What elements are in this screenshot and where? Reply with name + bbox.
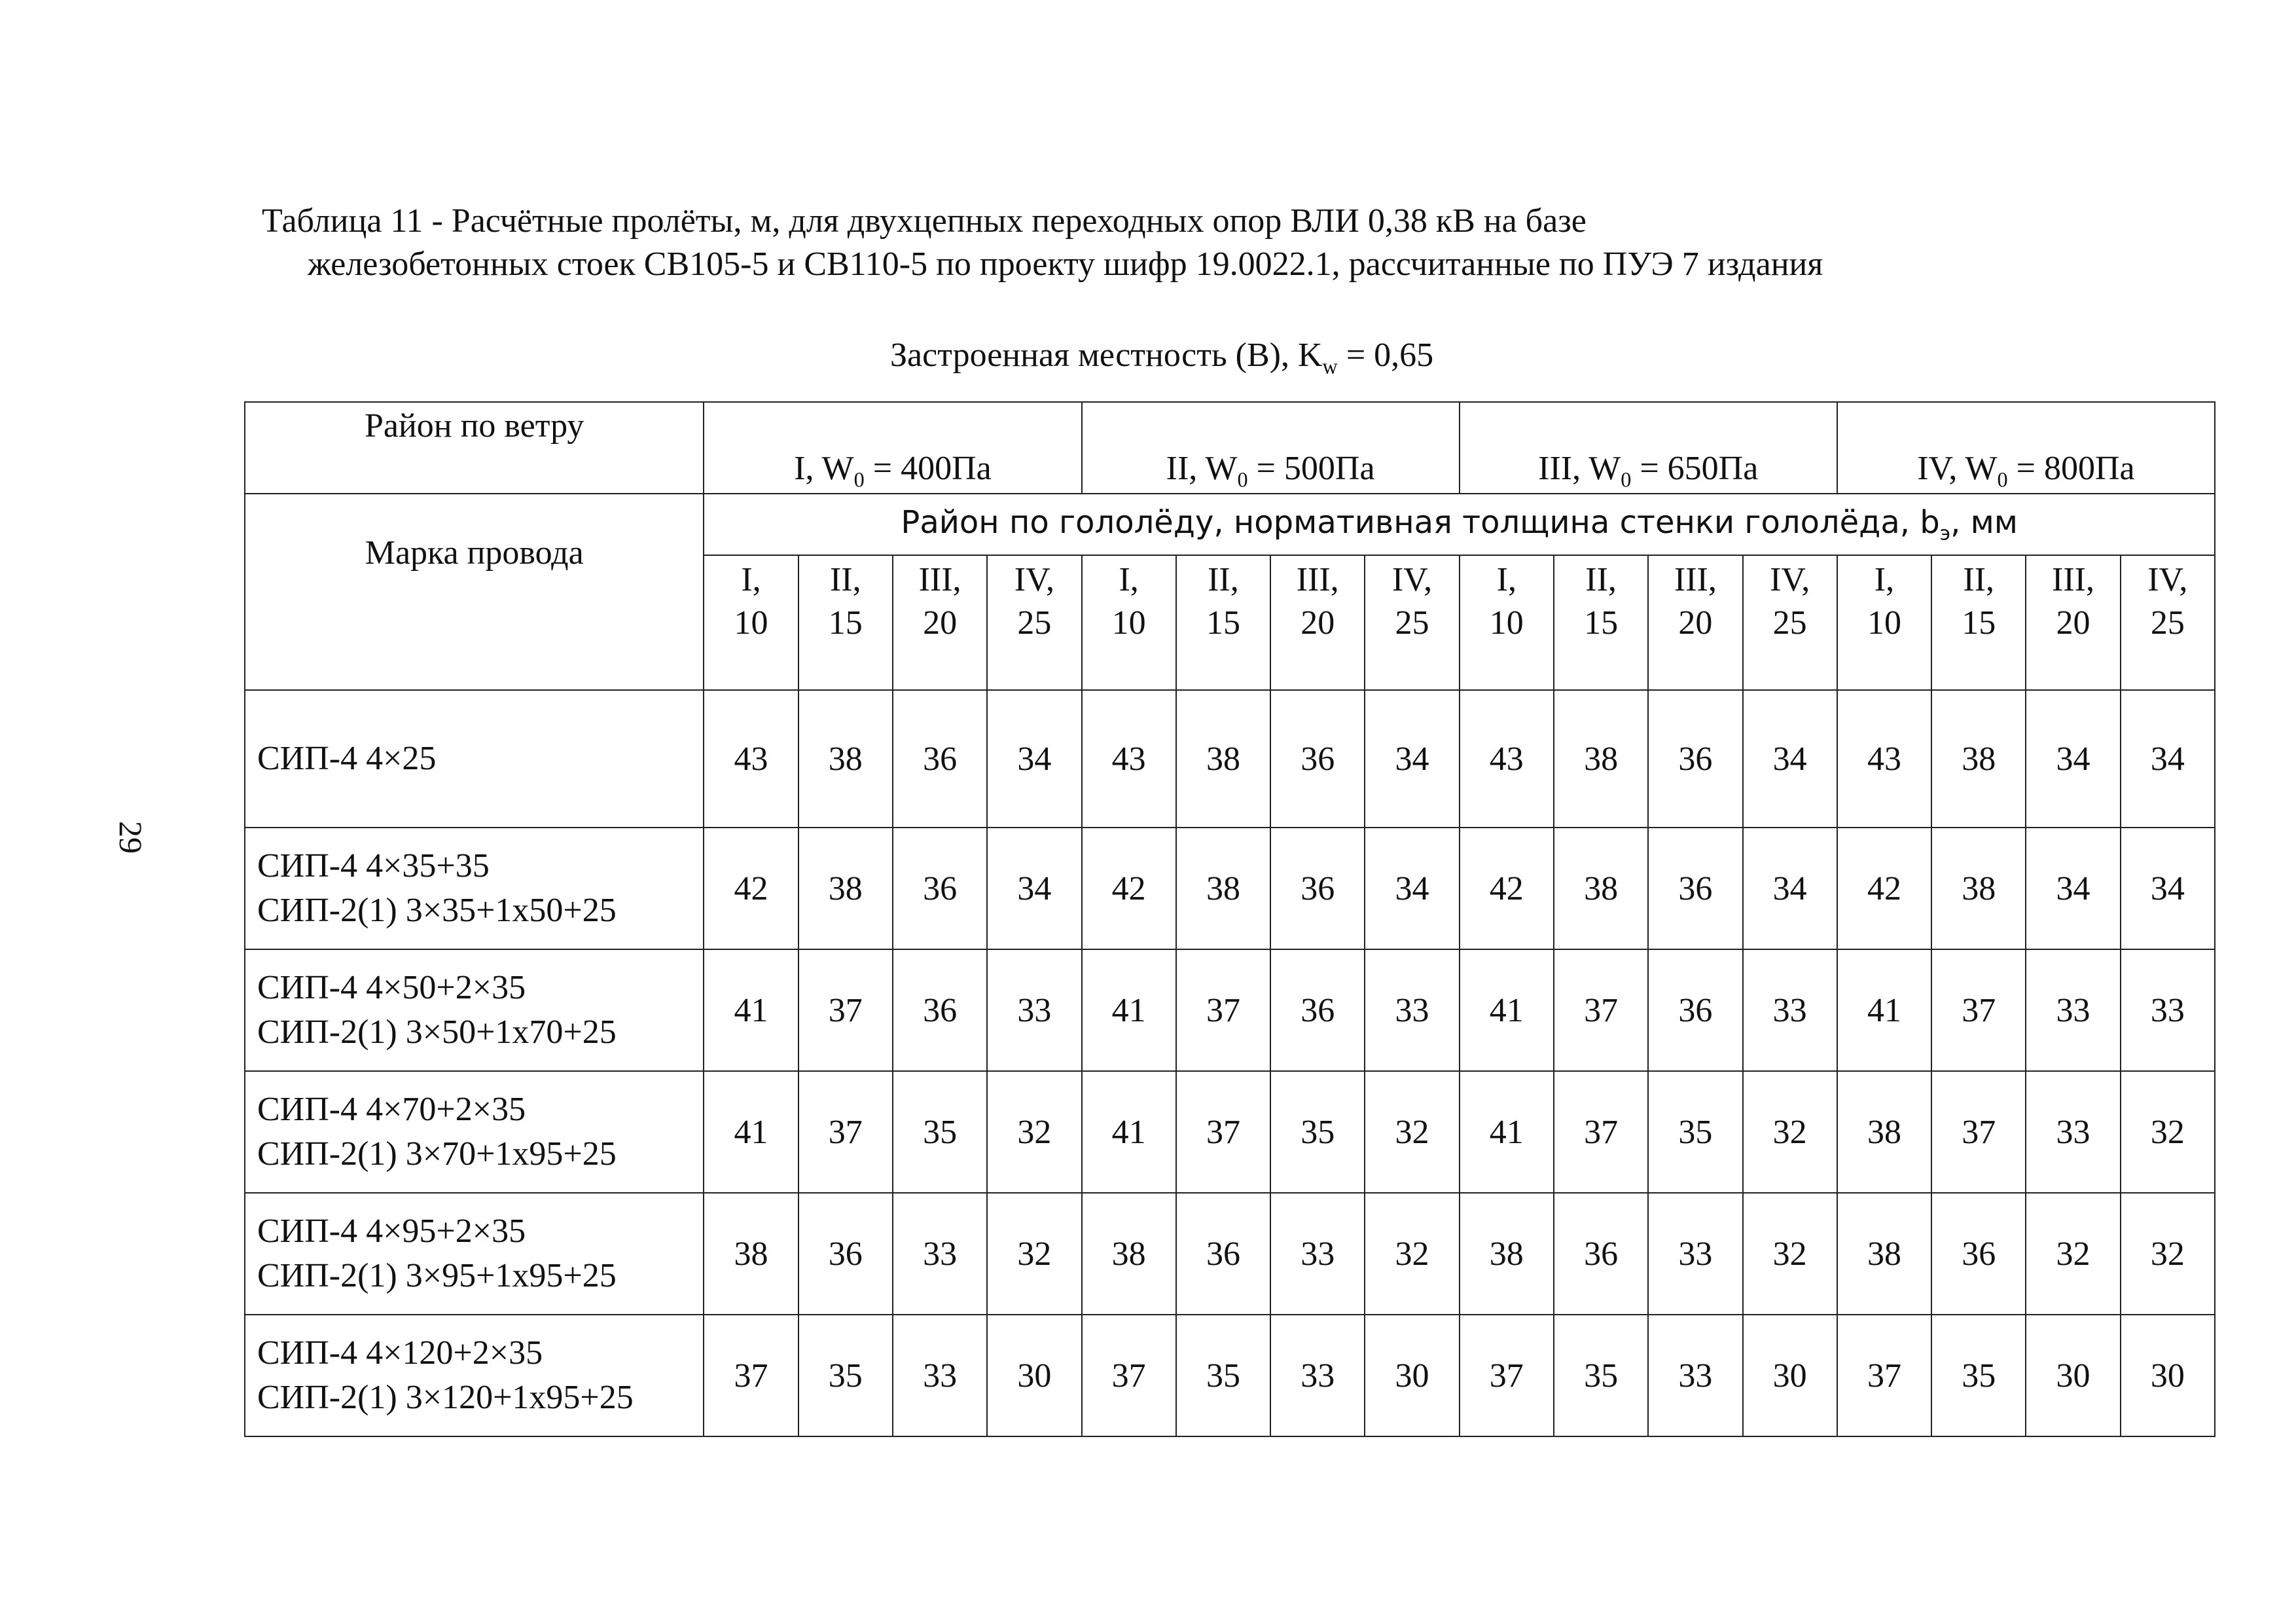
span-value-cell: 35 [1176, 1315, 1270, 1436]
wind-region-i: I, $W_0 = 400Па$ [704, 402, 1081, 494]
span-value-cell: 34 [2121, 690, 2215, 828]
wire-brand-cell [245, 1071, 704, 1193]
span-value-cell: 41 [1082, 949, 1176, 1071]
ice-thickness: 15 [1206, 604, 1240, 642]
table-row [245, 949, 2215, 1071]
span-value-cell: 37 [798, 949, 893, 1071]
ice-subheader-i-2 [798, 555, 893, 690]
table-row [245, 1315, 2215, 1436]
table-row [245, 1193, 2215, 1315]
span-value-cell: 38 [704, 1193, 798, 1315]
span-table [244, 401, 2215, 1437]
span-value-cell: 34 [2026, 690, 2120, 828]
span-value-cell: 33 [893, 1315, 987, 1436]
wire-brand: СИП-4 4×95+2×35 [257, 1213, 526, 1250]
span-value-cell: 36 [1554, 1193, 1648, 1315]
span-value-cell: 33 [893, 1193, 987, 1315]
ice-thickness: 20 [1300, 604, 1335, 642]
ice-subheader-i-4 [987, 555, 1081, 690]
span-value-cell: 32 [987, 1193, 1081, 1315]
wind-region-ii: II, $W_0 = 500Па$ [1082, 402, 1460, 494]
ice-thickness: 10 [1489, 604, 1524, 642]
span-value-cell: 43 [1837, 690, 1931, 828]
span-value-cell: 41 [704, 949, 798, 1071]
table-row [245, 1071, 2215, 1193]
ice-subheader-iii-1 [1460, 555, 1554, 690]
span-value-cell: 42 [704, 828, 798, 949]
span-value-cell: 38 [1554, 690, 1648, 828]
span-value-cell: 36 [1648, 949, 1742, 1071]
wire-brand-label: Марка провода [245, 494, 704, 690]
ice-region-numeral: II, [1208, 561, 1239, 598]
ice-subheader-iii-2 [1554, 555, 1648, 690]
ice-thickness: 25 [1017, 604, 1052, 642]
span-value-cell: 33 [1743, 949, 1837, 1071]
ice-region-numeral: I, [1874, 561, 1895, 598]
span-value-cell: 38 [798, 828, 893, 949]
span-value-cell: 30 [2026, 1315, 2120, 1436]
span-value-cell: 38 [1176, 690, 1270, 828]
span-value-cell: 37 [1554, 1071, 1648, 1193]
wind-region-iii: III, $W_0 = 650Па$ [1460, 402, 1837, 494]
wind-region-label: Район по ветру [245, 402, 704, 494]
span-value-cell: 33 [1648, 1315, 1742, 1436]
wire-brand-cell [245, 1193, 704, 1315]
span-value-cell: 38 [798, 690, 893, 828]
ice-subheader-ii-1 [1082, 555, 1176, 690]
span-value-cell: 32 [1743, 1071, 1837, 1193]
ice-thickness: 25 [1772, 604, 1807, 642]
span-value-cell: 30 [1365, 1315, 1459, 1436]
table-row [245, 828, 2215, 949]
span-value-cell: 35 [893, 1071, 987, 1193]
span-value-cell: 34 [1743, 690, 1837, 828]
span-value-cell: 34 [1365, 690, 1459, 828]
table-caption [262, 200, 2094, 286]
span-value-cell: 35 [1270, 1071, 1365, 1193]
span-value-cell: 34 [987, 690, 1081, 828]
table-row [245, 690, 2215, 828]
ice-thickness: 20 [2056, 604, 2090, 642]
wire-brand: СИП-4 4×50+2×35 [257, 969, 526, 1006]
span-value-cell: 37 [1176, 949, 1270, 1071]
wind-region-iv: IV, $W_0 = 800Па$ [1837, 402, 2215, 494]
span-value-cell: 32 [1365, 1193, 1459, 1315]
span-value-cell: 33 [2121, 949, 2215, 1071]
wire-brand: СИП-2(1) 3×35+1х50+25 [257, 892, 617, 929]
wire-brand-cell [245, 1315, 704, 1436]
ice-region-numeral: III, [1674, 561, 1717, 598]
ice-region-numeral: III, [2052, 561, 2094, 598]
span-value-cell: 36 [1270, 828, 1365, 949]
span-value-cell: 37 [1931, 949, 2026, 1071]
span-value-cell: 33 [2026, 949, 2120, 1071]
span-value-cell: 33 [1270, 1315, 1365, 1436]
span-value-cell: 43 [1082, 690, 1176, 828]
span-value-cell: 36 [893, 690, 987, 828]
ice-region-numeral: I, [1119, 561, 1139, 598]
ice-region-label: Район по гололёду, нормативная толщина стенки гололёда, $b_э$, мм [704, 494, 2215, 555]
ice-region-numeral: II, [829, 561, 861, 598]
page-number: 29 [113, 821, 149, 854]
span-value-cell: 33 [1270, 1193, 1365, 1315]
span-value-cell: 36 [798, 1193, 893, 1315]
ice-thickness: 25 [2150, 604, 2185, 642]
ice-region-numeral: I, [1496, 561, 1516, 598]
ice-region-numeral: IV, [1770, 561, 1810, 598]
span-value-cell: 32 [987, 1071, 1081, 1193]
ice-thickness: 15 [828, 604, 863, 642]
span-value-cell: 37 [798, 1071, 893, 1193]
ice-subheader-iii-4 [1743, 555, 1837, 690]
wire-brand-cell [245, 949, 704, 1071]
ice-subheader-ii-4 [1365, 555, 1459, 690]
span-value-cell: 42 [1837, 828, 1931, 949]
ice-subheader-iv-1 [1837, 555, 1931, 690]
span-value-cell: 34 [2121, 828, 2215, 949]
span-value-cell: 32 [1743, 1193, 1837, 1315]
span-value-cell: 41 [1837, 949, 1931, 1071]
ice-thickness: 15 [1962, 604, 1996, 642]
terrain-subtitle: Застроенная местность (В), $K_w = 0,65$ [890, 337, 1434, 378]
span-value-cell: 37 [1837, 1315, 1931, 1436]
span-value-cell: 38 [1460, 1193, 1554, 1315]
ice-subheader-ii-2 [1176, 555, 1270, 690]
span-value-cell: 36 [893, 828, 987, 949]
span-value-cell: 37 [1176, 1071, 1270, 1193]
ice-thickness: 10 [734, 604, 768, 642]
ice-subheader-iv-3 [2026, 555, 2120, 690]
span-value-cell: 30 [2121, 1315, 2215, 1436]
wind-header-row [245, 402, 2215, 494]
span-value-cell: 37 [1082, 1315, 1176, 1436]
ice-subheader-i-1 [704, 555, 798, 690]
caption-line-1: Таблица 11 - Расчётные пролёты, м, для двухцепных переходных опор ВЛИ 0,38 кВ на базе [262, 202, 1587, 240]
span-value-cell: 38 [1176, 828, 1270, 949]
ice-region-numeral: II, [1585, 561, 1617, 598]
span-value-cell: 38 [1837, 1193, 1931, 1315]
span-value-cell: 36 [1176, 1193, 1270, 1315]
span-value-cell: 35 [1554, 1315, 1648, 1436]
span-value-cell: 35 [1648, 1071, 1742, 1193]
span-value-cell: 30 [1743, 1315, 1837, 1436]
wire-brand: СИП-4 4×70+2×35 [257, 1091, 526, 1128]
wire-brand-cell [245, 690, 704, 828]
span-value-cell: 35 [1931, 1315, 2026, 1436]
ice-header-row [245, 494, 2215, 555]
wire-brand: СИП-4 4×120+2×35 [257, 1334, 543, 1372]
span-value-cell: 41 [1082, 1071, 1176, 1193]
span-value-cell: 42 [1460, 828, 1554, 949]
ice-region-numeral: III, [918, 561, 961, 598]
span-value-cell: 36 [1648, 828, 1742, 949]
ice-region-numeral: IV, [2147, 561, 2188, 598]
span-value-cell: 36 [893, 949, 987, 1071]
span-value-cell: 36 [1648, 690, 1742, 828]
ice-thickness: 15 [1584, 604, 1619, 642]
ice-region-numeral: IV, [1014, 561, 1054, 598]
span-value-cell: 43 [1460, 690, 1554, 828]
wire-brand: СИП-4 4×35+35 [257, 847, 490, 884]
ice-region-numeral: IV, [1391, 561, 1433, 598]
span-value-cell: 43 [704, 690, 798, 828]
ice-subheader-iii-3 [1648, 555, 1742, 690]
wire-brand: СИП-2(1) 3×95+1х95+25 [257, 1257, 617, 1294]
span-value-cell: 32 [2121, 1071, 2215, 1193]
span-value-cell: 34 [2026, 828, 2120, 949]
span-value-cell: 41 [704, 1071, 798, 1193]
span-value-cell: 37 [1460, 1315, 1554, 1436]
span-value-cell: 38 [1931, 828, 2026, 949]
span-value-cell: 33 [1648, 1193, 1742, 1315]
span-value-cell: 38 [1554, 828, 1648, 949]
caption-line-2: железобетонных стоек СВ105-5 и СВ110-5 по проекту шифр 19.0022.1, рассчитанные по ПУЭ 7 издания [308, 246, 1823, 283]
span-value-cell: 32 [2026, 1193, 2120, 1315]
span-value-cell: 33 [1365, 949, 1459, 1071]
ice-thickness: 20 [1678, 604, 1713, 642]
wire-brand: СИП-4 4×25 [257, 740, 437, 777]
ice-thickness: 10 [1111, 604, 1146, 642]
wire-brand: СИП-2(1) 3×70+1х95+25 [257, 1135, 617, 1173]
ice-region-numeral: III, [1296, 561, 1339, 598]
span-value-cell: 36 [1270, 949, 1365, 1071]
span-value-cell: 37 [1554, 949, 1648, 1071]
wire-brand: СИП-2(1) 3×50+1х70+25 [257, 1013, 617, 1051]
span-value-cell: 35 [798, 1315, 893, 1436]
ice-thickness: 20 [923, 604, 958, 642]
wire-brand-cell [245, 828, 704, 949]
span-value-cell: 36 [1931, 1193, 2026, 1315]
span-value-cell: 41 [1460, 1071, 1554, 1193]
span-value-cell: 41 [1460, 949, 1554, 1071]
span-value-cell: 38 [1082, 1193, 1176, 1315]
ice-subheader-iv-2 [1931, 555, 2026, 690]
span-value-cell: 37 [1931, 1071, 2026, 1193]
span-value-cell: 34 [987, 828, 1081, 949]
ice-thickness: 25 [1395, 604, 1429, 642]
span-value-cell: 36 [1270, 690, 1365, 828]
ice-subheader-iv-4 [2121, 555, 2215, 690]
span-value-cell: 42 [1082, 828, 1176, 949]
span-value-cell: 30 [987, 1315, 1081, 1436]
span-value-cell: 34 [1743, 828, 1837, 949]
span-value-cell: 38 [1931, 690, 2026, 828]
ice-thickness: 10 [1867, 604, 1901, 642]
span-value-cell: 34 [1365, 828, 1459, 949]
ice-region-numeral: II, [1963, 561, 1995, 598]
span-value-cell: 33 [987, 949, 1081, 1071]
ice-region-numeral: I, [741, 561, 761, 598]
span-value-cell: 38 [1837, 1071, 1931, 1193]
ice-subheader-ii-3 [1270, 555, 1365, 690]
ice-subheader-i-3 [893, 555, 987, 690]
span-value-cell: 33 [2026, 1071, 2120, 1193]
span-value-cell: 32 [2121, 1193, 2215, 1315]
wire-brand: СИП-2(1) 3×120+1х95+25 [257, 1379, 634, 1416]
span-value-cell: 37 [704, 1315, 798, 1436]
span-value-cell: 32 [1365, 1071, 1459, 1193]
